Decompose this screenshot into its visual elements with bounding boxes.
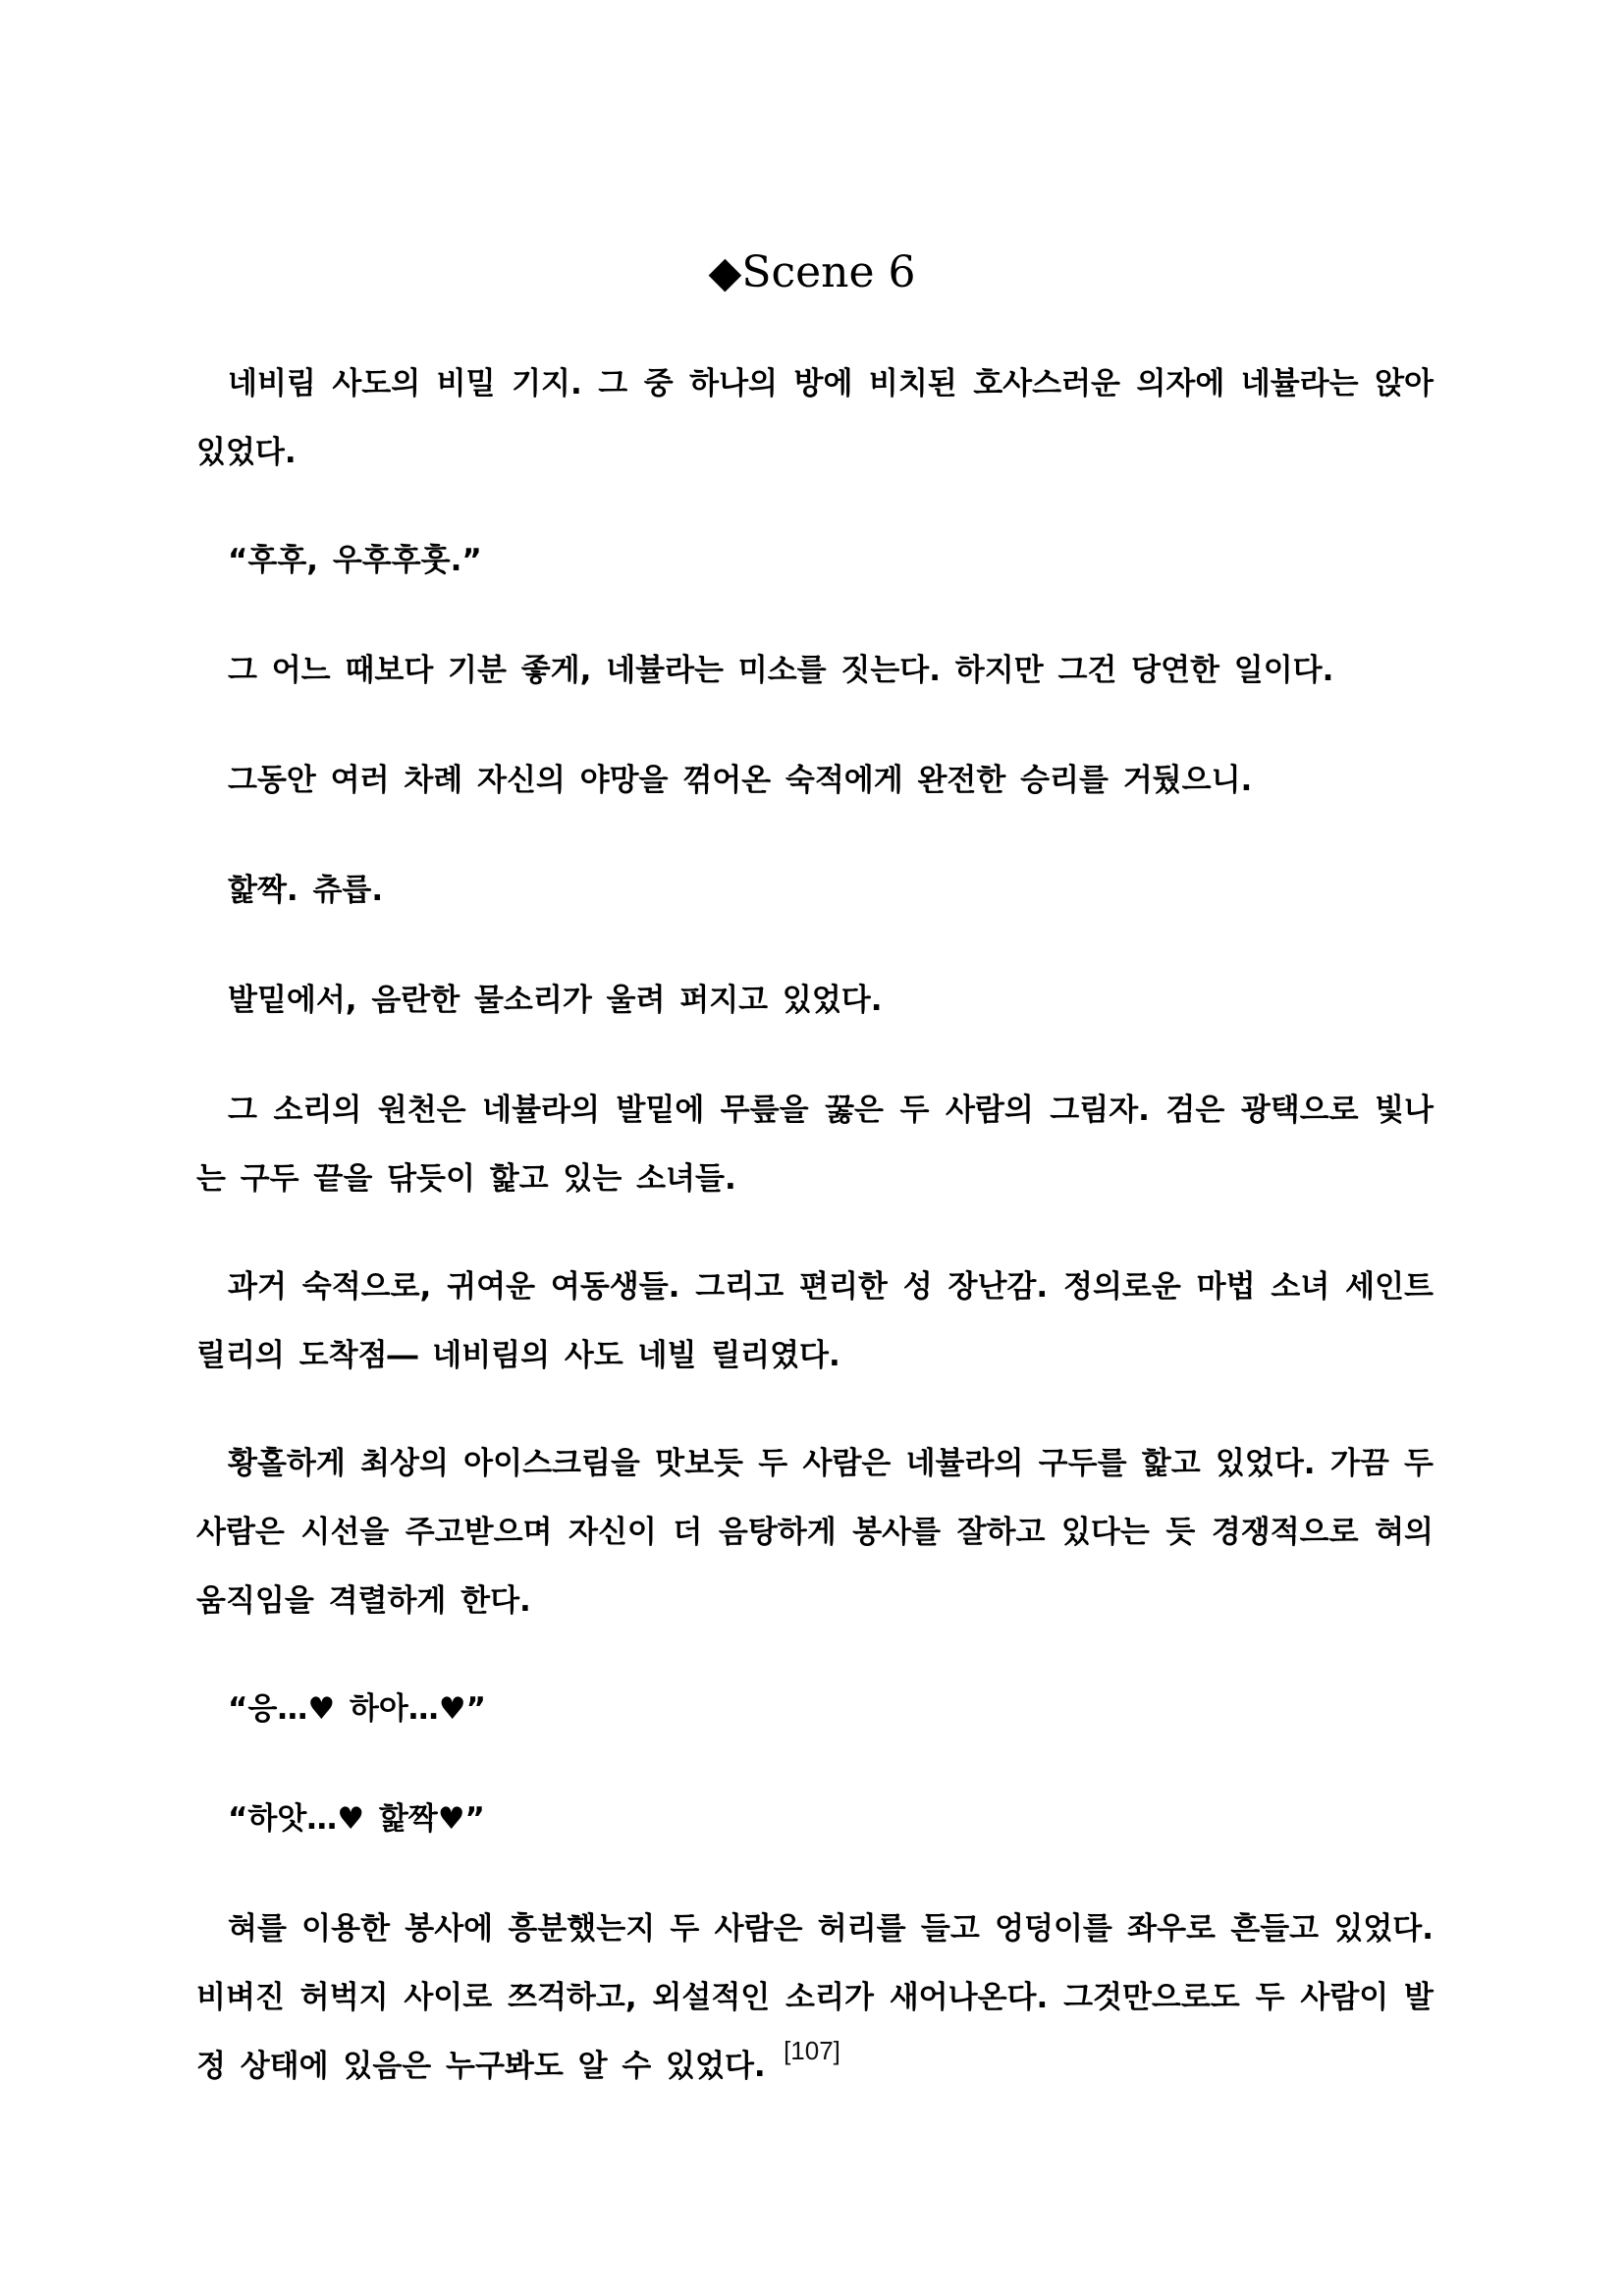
page-number: [107]	[784, 2036, 840, 2065]
paragraph-2: “후후, 우후후훗.”	[228, 543, 482, 578]
body-text	[196, 349, 1434, 2140]
paragraph-3: 그 어느 때보다 기분 좋게, 네뷸라는 미소를 짓는다. 하지만 그건 당연한 일이다.	[228, 653, 1334, 688]
paragraph-8: 과거 숙적으로, 귀여운 여동생들. 그리고 편리한 성 장난감. 정의로운 마법 소녀 세인트 릴리의 도착점― 네비림의 사도 네빌 릴리였다.	[196, 1269, 1434, 1373]
paragraph-7: 그 소리의 원천은 네뷸라의 발밑에 무릎을 꿇은 두 사람의 그림자. 검은 광택으로 빛나는 구두 끝을 닦듯이 핥고 있는 소녀들.	[196, 1093, 1434, 1197]
paragraph-5: 핥짝. 츄릅.	[228, 873, 384, 908]
paragraph-11: “하앗…♥ 핥짝♥”	[228, 1801, 485, 1837]
paragraph-12: 혀를 이용한 봉사에 흥분했는지 두 사람은 허리를 들고 엉덩이를 좌우로 흔들고 있었다. 비벼진 허벅지 사이로 쯔걱하고, 외설적인 소리가 새어나온다. 그것만으로도 두 사람이 발정 상태에 있음은 누구봐도 알 수 있었다.	[196, 1911, 1434, 2084]
paragraph-1: 네비림 사도의 비밀 기지. 그 중 하나의 방에 비치된 호사스러운 의자에 네뷸라는 앉아 있었다.	[196, 366, 1434, 470]
paragraph-10: “응…♥ 하아…♥”	[228, 1691, 486, 1727]
paragraph-6: 발밑에서, 음란한 물소리가 울려 퍼지고 있었다.	[228, 983, 883, 1018]
scene-title: ◆Scene 6	[708, 247, 916, 297]
paragraph-4: 그동안 여러 차례 자신의 야망을 꺾어온 숙적에게 완전한 승리를 거뒀으니.	[228, 763, 1253, 798]
paragraph-9: 황홀하게 최상의 아이스크림을 맛보듯 두 사람은 네뷸라의 구두를 핥고 있었다. 가끔 두 사람은 시선을 주고받으며 자신이 더 음탕하게 봉사를 잘하고 있다는 듯 경쟁적으로 혀의 움직임을 격렬하게 한다.	[196, 1446, 1434, 1619]
